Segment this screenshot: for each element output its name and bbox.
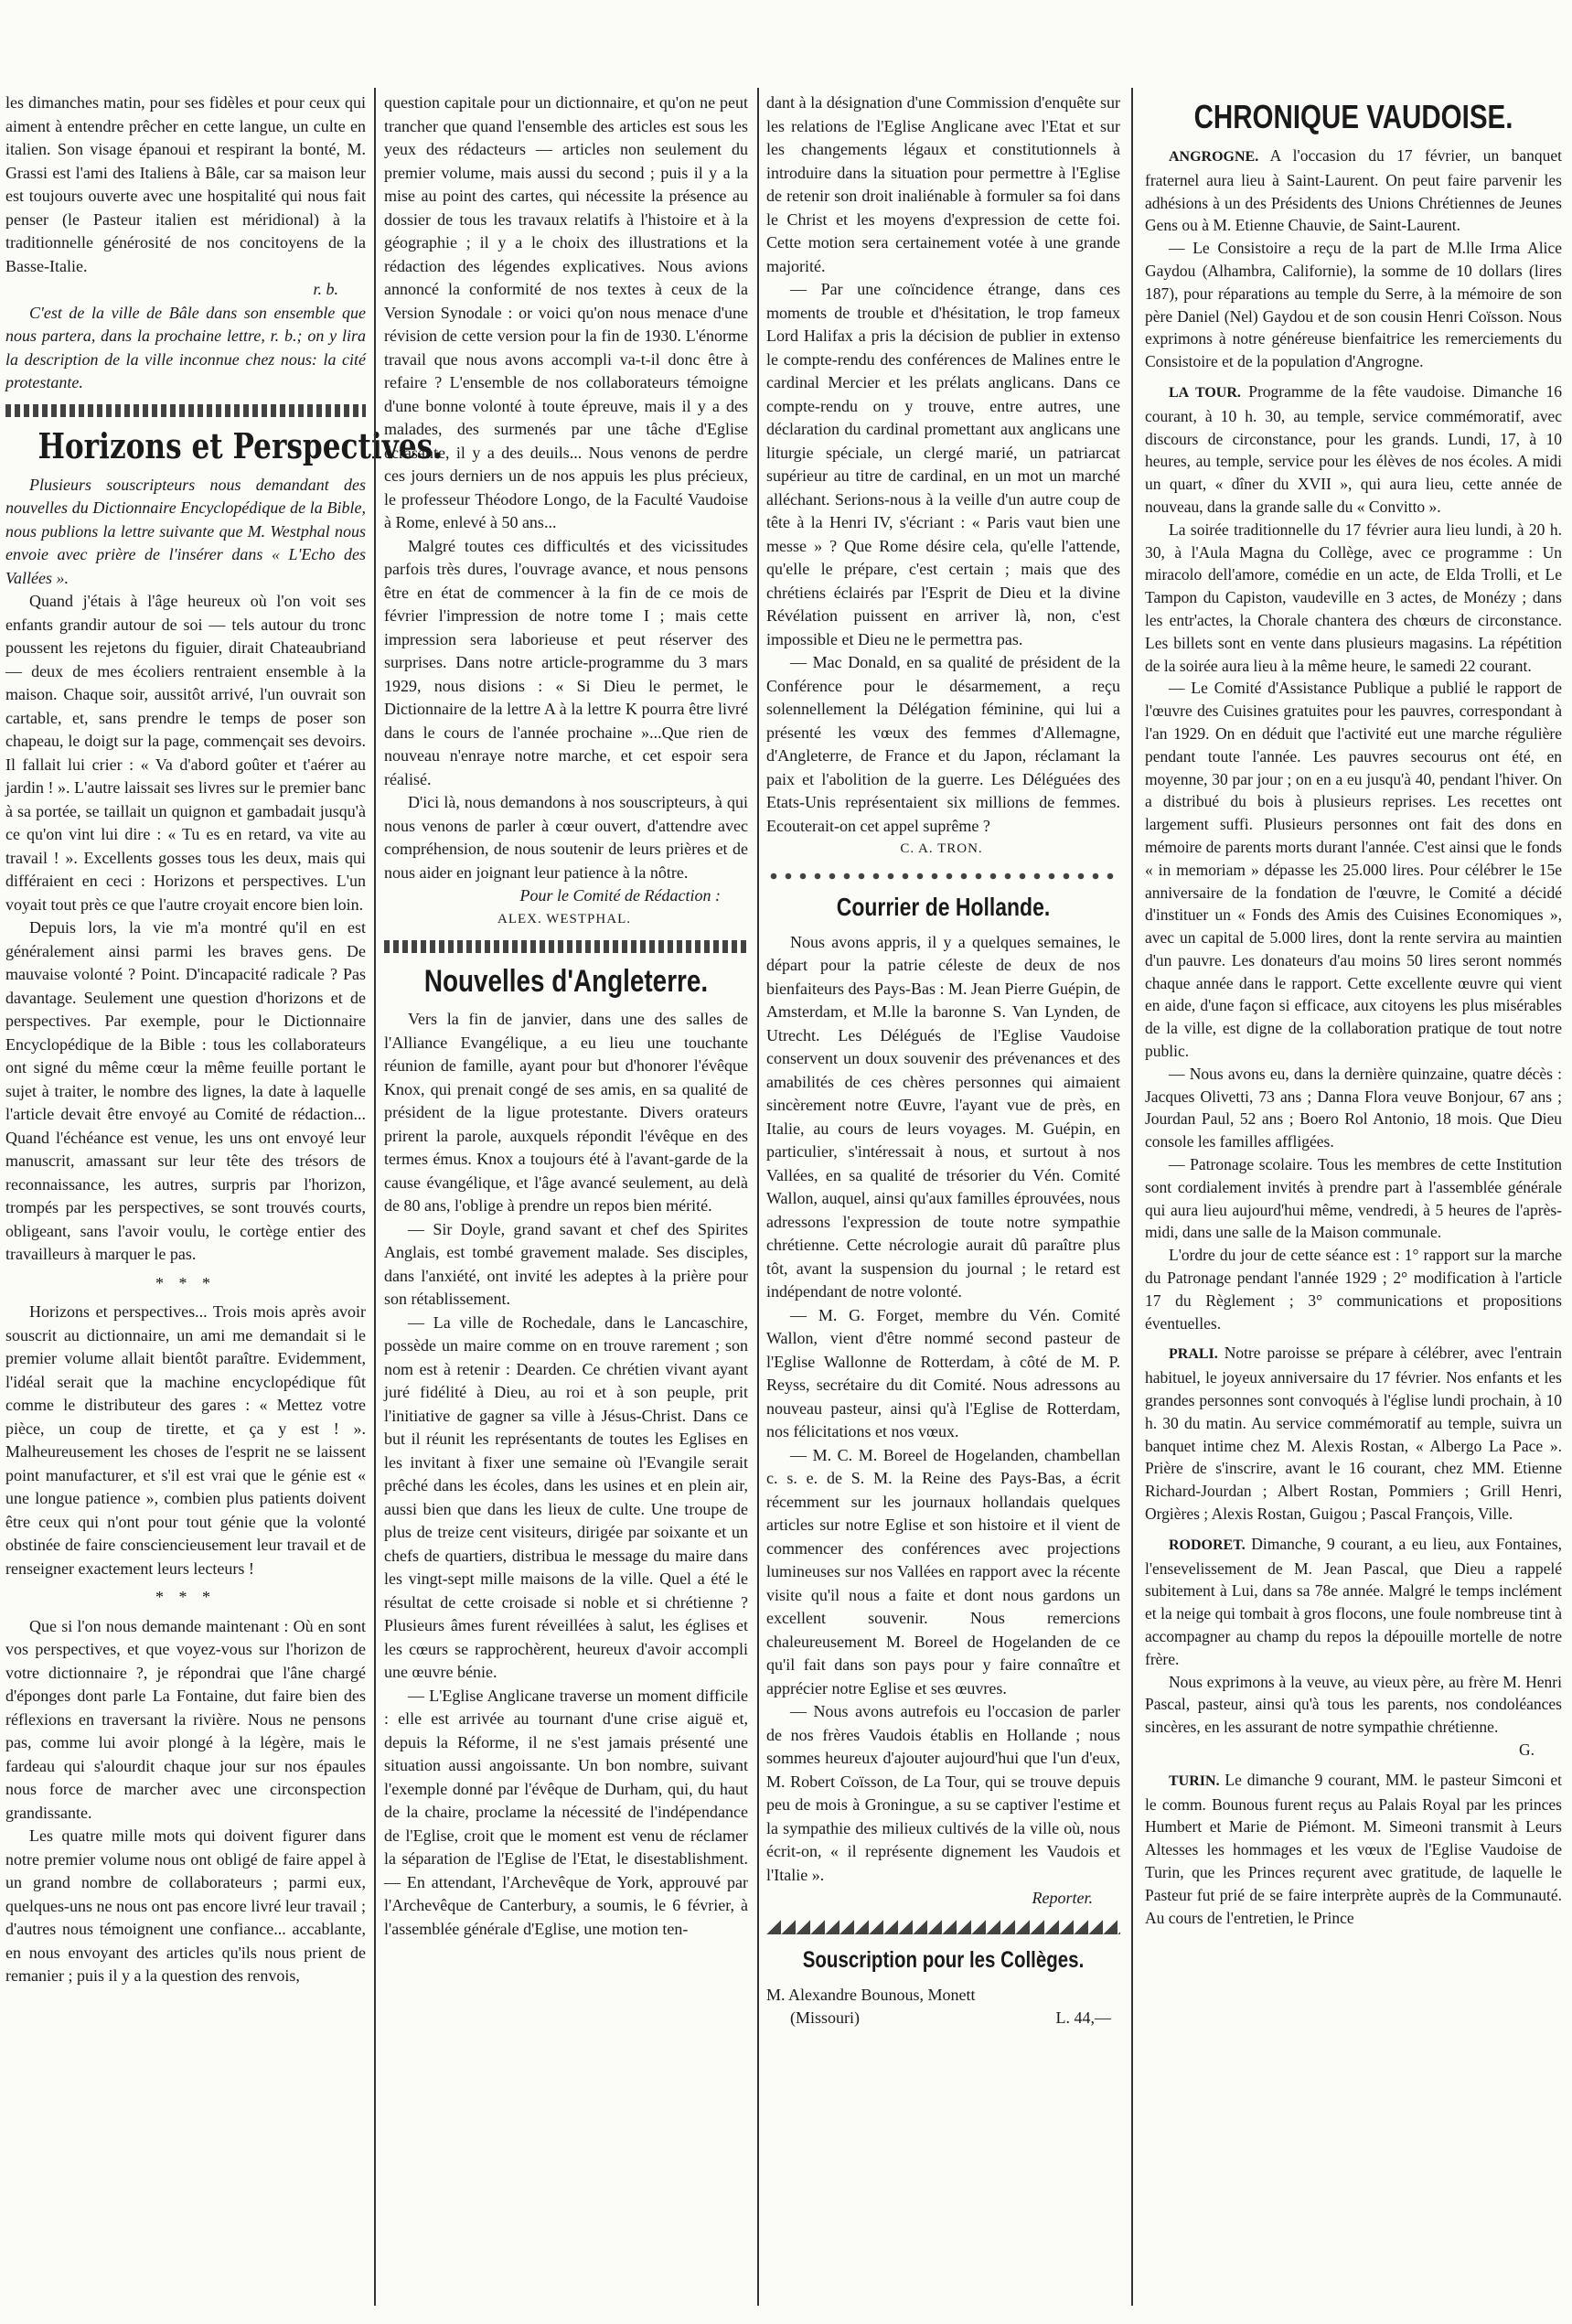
paragraph: D'ici là, nous demandons à nos souscripteurs, à qui nous venons de parler à cœur ouvert, d'attendre avec compréhension, de nous soutenir de leurs prières et de nous aider en joignant leur patience à la nôtre. <box>384 793 748 882</box>
paragraph: les dimanches matin, pour ses fidèles et pour ceux qui aiment à entendre prêcher en cette langue, un culte en italien. Son visage épanoui et respirant la bonté, M. Grassi est l'ami des Italiens à Bâle, car sa maison leur est toujours ouverte avec une hospitalité qui nous fait penser (le Pasteur italien est méridional) à la traditionnelle générosité de nos concitoyens de la Basse-Italie. <box>5 93 366 275</box>
paragraph: — L'Eglise Anglicane traverse un moment difficile : elle est arrivée au tournant d'une crise aiguë et, depuis la Réforme, il ne s'est jamais présenté une situation aussi angoissante. Un bon nombre, suivant l'exemple donné par l'évêque de Durham, qui, du haut de la chaire, proclame la nécessité de l'indépendance de l'Eglise, croit que le moment est venu de réclamer la séparation de l'Eglise de l'Etat, le disestablishment. — En attendant, l'Archevêque de York, approuvé par l'Archevêque de Canterbury, a soumis, le 6 février, à l'assemblée générale d'Eglise, une motion ten- <box>384 1686 748 1938</box>
paragraph: La soirée traditionnelle du 17 février aura lieu lundi, à 20 h. 30, à l'Aula Magna du Collège, avec ce programme : Un miracolo dell'amore, comédie en un acte, de Elda Trolli, et Le Tampon du Capiston, vaudeville en 3 actes, de Monézy ; dans les entr'actes, la Chorale chantera des chœurs de circonstance. Les billets sont en vente dans plusieurs magasins. La répétition de la soirée aura lieu à la même heure, le samedi 22 courant. <box>1145 519 1562 675</box>
signature: Reporter. <box>1032 1889 1093 1907</box>
column-4 <box>1145 91 1562 2306</box>
news-text: Notre paroisse se prépare à célébrer, avec l'entrain habituel, le joyeux anniversaire du 17 février. Nos enfants et les grandes personnes sont convoqués à l'église lundi prochain, à 10 h. 30 du matin. Au service commémoratif au temple, suivra un banquet intime chez M. Alexis Rostan, « Albergo La Pace ». Prière de s'inscrire, avant le 16 courant, chez MM. Etienne Richard-Jourdan ; Albert Rostan, Pommiers ; Grill Henri, Orgières ; Alexis Rostan, Guigou ; Pascal François, Ville. <box>1145 1344 1562 1524</box>
paragraph: — Patronage scolaire. Tous les membres de cette Institution sont cordialement invités à prendre part à l'assemblée générale qui aura lieu aujourd'hui même, vendredi, à 5 heures de l'après-midi, dans une salle de la Maison communale. <box>1145 1155 1562 1242</box>
ornament-divider <box>766 871 1120 882</box>
subscription-row <box>766 2007 1120 2030</box>
paragraph: — Mac Donald, en sa qualité de président de la Conférence pour le désarmement, a reçu solennellement la Délégation féminine, qui lui a présenté les vœux des femmes d'Allemagne, d'Angleterre, de France et du Japon, réclamant la paix et l'abolition de la guerre. Les Déléguées des Etats-Unis représentaient six millions de femmes. Ecouterait-on cet appel suprême ? <box>766 653 1120 835</box>
paragraph: Nous avons appris, il y a quelques semaines, le départ pour la patrie céleste de deux de nos bienfaiteurs des Pays-Bas : M. Jean Pierre Guépin, de Amsterdam, et M.lle la baronne S. Van Lynden, de Utrecht. Les Délégués de l'Eglise Vaudoise conservent un doux souvenir des prévenances et des amabilités de ces chères personnes qui aimaient sincèrement notre Œuvre, l'ayant vue de près, en Italie, au cours de leurs voyages. M. Guépin, en particulier, s'intéressait à nous, et surtout à nos Vallées, en sa qualité de trésorier du Vén. Comité Wallon, auquel, ainsi qu'aux familles éprouvées, nous adressons l'expression de toute notre sympathie chrétienne. Cette nécrologie aurait dû paraître plus tôt, avant la suspension du journal ; le retard est indépendant de notre volonté. <box>766 932 1120 1301</box>
ornament-divider <box>384 940 748 953</box>
article-intro: Plusieurs souscripteurs nous demandant des nouvelles du Dictionnaire Encyclopédique de la Bible, nous publions la lettre suivante que M. Westphal nous envoie avec prière de l'insérer dans « L'Echo des Vallées ». <box>5 475 366 587</box>
paragraph: — M. C. M. Boreel de Hogelanden, chambellan c. s. e. de S. M. la Reine des Pays-Bas, a écrit récemment sur les journaux hollandais quelques articles sur notre Eglise et son histoire et il vient de commencer des conférences avec projections lumineuses sur nos Vallées en rapport avec la récente visite qu'il nous a faite et dont nous gardons un excellent souvenir. Nous remercions chaleureusement M. Boreel de Hogelanden de ce qu'il fait dans son pays pour y faire connaître et apprécier notre Eglise et ses œuvres. <box>766 1445 1120 1697</box>
paragraph: Quand j'étais à l'âge heureux où l'on voit ses enfants grandir autour de soi — tels autour du tronc poussent les rejetons du figuier, dirait Chateaubriand — deux de mes écoliers rentraient ensemble à la maison. Chaque soir, aussitôt arrivé, l'un ouvrait son cartable, et, sans prendre le temps de poser son chapeau, le doigt sur la page, commençait ses devoirs. Il fallait lui crier : « Va d'abord goûter et t'aérer au jardin ! ». L'autre laissait ses livres sur le premier banc à sa portée, se taillait un quignon et gambadait jusqu'à ce qu'on vint lui dire : « Tu es en retard, va vite au travail ! ». Excellents gosses tous les deux, mais qui différaient en ceci : Horizons et perspectives. L'un voyait tout près ce que l'autre croyait encore bien loin. <box>5 592 366 914</box>
column-rule <box>374 88 376 2306</box>
paragraph: Depuis lors, la vie m'a montré qu'il en est généralement ainsi parmi les braves gens. De mauvaise volonté ? Point. D'incapacité radicale ? Pas davantage. Seulement une question d'horizons et de perspectives. Par exemple, pour le Dictionnaire Encyclopédique de la Bible : tous les collaborateurs ont signé du même cœur la même feuille portant le sujet à traiter, le nombre des lignes, la date à laquelle l'article devait être envoyé au Comité de rédaction... Quand l'échéance est venue, les uns ont envoyé leur manuscrit, amassant sur leur tête des trésors de reconnaissance, les autres, surpris par l'horizon, trompés par les perspectives, se sont trouvés courts, obligeant, sans l'avoir voulu, le cortège entier des travailleurs à marquer le pas. <box>5 918 366 1263</box>
subscription-place: (Missouri) <box>790 2008 860 2027</box>
place-label: PRALI. <box>1169 1346 1218 1363</box>
paragraph: dant à la désignation d'une Commission d'enquête sur les relations de l'Eglise Anglicane avec l'Etat et sur les changements légaux et constitutionnels à introduire dans la situation pour permettre à l'Eglise de retenir son droit inaliénable à formuler sa foi dans le Christ et les moyens d'expression de cette foi. Cette motion sera certainement votée à une grande majorité. <box>766 93 1120 275</box>
news-text: Programme de la fête vaudoise. Dimanche 16 courant, à 10 h. 30, au temple, service commémoratif, avec discours de circonstance, pour les grands. Lundi, 17, à 10 heures, au temple, service pour les élèves de nos écoles. A midi un quart, « dîner du XVII », qui aura lieu, cette année de nouveau, dans la grande salle du « Convitto ». <box>1145 381 1563 516</box>
paragraph: — Sir Doyle, grand savant et chef des Spirites Anglais, est tombé gravement malade. Ses disciples, dans l'anxiété, ont invité les adeptes à la prière pour son rétablissement. <box>384 1219 748 1308</box>
paragraph: L'ordre du jour de cette séance est : 1° rapport sur la marche du Patronage pendant l'année 1929 ; 2° modification à l'article 17 du Règlement ; 3° communications et propositions éventuelles. <box>1145 1246 1562 1333</box>
column-rule <box>757 88 759 2306</box>
paragraph: Malgré toutes ces difficultés et des vicissitudes parfois très dures, l'ouvrage avance, et nous pensons être en état de commencer à la fin de ce mois de février l'impression de notre tome I ; mais cette impression sera laborieuse et peut réserver des surprises. Dans notre article-programme du 3 mars 1929, nous disions : « Si Dieu le permet, le Dictionnaire de la lettre A à la lettre K pourra être livré dans le cours de l'année prochaine »...Que rien de nouveau n'enraye notre marche, et cet espoir sera réalisé. <box>384 536 748 788</box>
paragraph: — M. G. Forget, membre du Vén. Comité Wallon, vient d'être nommé second pasteur de l'Eglise Wallonne de Rotterdam, à côté de M. P. Reyss, secrétaire du dit Comité. Nous adressons au nouveau pasteur, ainsi qu'à l'Eglise de Rotterdam, nos félicitations et nos vœux. <box>766 1305 1120 1440</box>
place-label: ANGROGNE. <box>1169 149 1259 165</box>
signature: r. b. <box>313 280 338 298</box>
column-3 <box>766 91 1120 2306</box>
section-stars: * * * <box>155 1588 216 1606</box>
subscription-amount: L. 44,— <box>1055 2008 1111 2027</box>
article-heading: Horizons et Perspectives. <box>37 424 444 466</box>
paragraph: Que si l'on nous demande maintenant : Où en sont vos perspectives, et que voyez-vous sur l'horizon de votre dictionnaire ?, je répondrai que l'âne chargé d'éponges dont parle La Fontaine, dut faire bien des réflexions en traversant la rivière. Nous ne pensons pas, comme lui avoir plongé à la légère, mais le fardeau qui s'alourdit chaque jour sur nos épaules nous force de marcher avec une circonspection grandissante. <box>5 1616 366 1822</box>
column-1 <box>5 91 444 2306</box>
paragraph: — Le Consistoire a reçu de la part de M.lle Irma Alice Gaydou (Alhambra, Californie), la somme de 10 dollars (lires 187), pour réparations au temple du Serre, à la mémoire de son père Daniel (Nel) Gaydou et de son cousin Henri Coïsson. Nous exprimons à notre généreuse bienfaitrice les remerciements du Consistoire et de la population d'Angrogne. <box>1145 239 1562 371</box>
signature-name: C. A. TRON. <box>900 841 983 856</box>
editor-note: C'est de la ville de Bâle dans son ensemble que nous partera, dans la prochaine lettre, r. b.; on y lira la description de la ville inconnue chez nous: la cité protestante. <box>5 303 366 391</box>
signature-line: Pour le Comité de Rédaction : <box>519 886 721 905</box>
news-text: A l'occasion du 17 février, un banquet fraternel aura lieu à Saint-Laurent. On peut faire parvenir les adhésions à un des Présidents des Unions Chrétiennes de Jeunes Gens ou à M. Etienne Chauvie, de Saint-Laurent. <box>1145 146 1562 235</box>
column-rule <box>1131 88 1133 2306</box>
ornament-divider <box>5 404 366 417</box>
section-stars: * * * <box>155 1273 216 1292</box>
paragraph: — Nous avons eu, dans la dernière quinzaine, quatre décès : Jacques Olivetti, 73 ans ; Danna Flora veuve Bonjour, 67 ans ; Jourdan Paul, 52 ans ; Boero Rol Antonio, 18 mois. Que Dieu console les familles affligées. <box>1145 1064 1562 1151</box>
place-label: TURIN. <box>1169 1772 1220 1789</box>
paragraph: Les quatre mille mots qui doivent figurer dans notre premier volume nous ont obligé de faire appel à un grand nombre de collaborateurs ; parmi eux, quelques-uns ne nous ont pas encore livré leur travail ; d'autres nous témoignent une confiance... accablante, en nous envoyant des articles qu'ils nous prient de remanier ; puis il y a la question des renvois, <box>5 1826 366 1985</box>
paragraph: question capitale pour un dictionnaire, et qu'on ne peut trancher que quand l'ensemble des articles est sous les yeux des rédacteurs — articles non seulement du premier volume, mais aussi du second ; puis il y a la mise au point des cartes, qui nécessite la présence au dossier de tous les travaux relatifs à l'histoire et à la géographie ; il y a le choix des illustrations et la rédaction des légendes explicatives. Nous avions annoncé la conformité de nos textes à ceux de la Version Synodale : or voici qu'on nous menace d'une révision de cette version pour la fin de 1930. L'énorme travail que nous avons accompli va-t-il donc être à refaire ? L'ensemble de nos collaborateurs témoigne d'une bonne volonté à toute épreuve, mais il y a des malades, des surmenés par une tâche d'Eglise écrasante, il y a des deuils... Nous venons de perdre ces jours derniers un de nos appuis les plus précieux, le professeur Théodore Longo, de la Faculté Vaudoise à Rome, enlevé à 50 ans... <box>384 93 748 531</box>
news-text: Dimanche, 9 courant, a eu lieu, aux Fontaines, l'ensevelissement de M. Jean Pascal, que Dieu a rappelé subitement à Lui, dans sa 78e année. Malgré le temps inclément et la neige qui tombait à gros flocons, une foule nombreuse tint à accompagner au champ du repos la dépouille mortelle de notre frère. <box>1145 1534 1563 1668</box>
place-label: RODORET. <box>1169 1537 1246 1553</box>
article-heading: Souscription pour les Collèges. <box>802 1946 1085 1973</box>
column-2 <box>384 91 748 2306</box>
paragraph: Vers la fin de janvier, dans une des salles de l'Alliance Evangélique, a eu lieu une touchante réunion de famille, ayant pour but d'honorer l'évêque Knox, qui prenait congé de ses amis, en sa qualité de président de la ligue protestante. Divers orateurs prirent la parole, auxquels répondit l'évêque en des termes émus. Knox a toujours été à l'avant-garde de la cause évangélique, et l'âge avancé seulement, au delà de 80 ans, l'oblige à prendre un repos bien mérité. <box>384 1010 748 1215</box>
signature: G. <box>1518 1740 1535 1759</box>
place-label: LA TOUR. <box>1169 384 1241 401</box>
paragraph: — La ville de Rochedale, dans le Lancaschire, possède un maire comme on en trouve rarement ; son nom est à retenir : Dearden. Ce chrétien vivant ayant juré fidélité à Dieu, au roi et à son peuple, prit l'initiative de gagner sa ville à Jésus-Christ. Dans ce but il réunit les représentants de toutes les Eglises en les invitant à fixer une semaine où l'Evangile serait prêché dans les écoles, dans les usines et en plein air, aussi bien que dans les lieux de culte. Une troupe de plus de treize cent visiteurs, dirigée par soixante et un chefs de quartiers, distribua le message du maire dans les vingt-sept mille maisons de la ville. Quel a été le résultat de cette croisade si noble et si chrétienne ? Plusieurs âmes furent réveillées à salut, les églises et les cœurs se rapprochèrent, heureux d'avoir accompli une œuvre bénie. <box>384 1312 748 1681</box>
news-text: Le dimanche 9 courant, MM. le pasteur Simconi et le comm. Bounous furent reçus au Palais Royal par les princes Humbert et Marie de Piémont. M. Simeoni transmit à Leurs Altesses les hommages et les vœux de l'Eglise Vaudoise de Turin, que les Princes reçurent avec gratitude, de laquelle le Pasteur fut prié de se faire interprète auprès de la Communauté. Au cours de l'entretien, le Prince <box>1145 1770 1562 1927</box>
paragraph: Nous exprimons à la veuve, au vieux père, au frère M. Henri Pascal, pasteur, ainsi qu'à tous les parents, nos condoléances sincères, en les assurant de notre sympathie chrétienne. <box>1145 1672 1562 1737</box>
paragraph: Horizons et perspectives... Trois mois après avoir souscrit au dictionnaire, un ami me demandait si le premier volume allait bientôt paraître. Evidemment, l'idéal serait que la machine encyclopédique fût comme le distributeur des gares : « Mettez votre pièce, un coup de tirette, et ça y est ! ». Malheureusement les choses de l'esprit ne se laissent point manufacturer, et s'il est vrai que le génie est « une longue patience », combien plus patients doivent être ceux qui n'ont pour tout génie que la volonté obstinée de faire consciencieusement leur travail et de renseigner exactement leurs lecteurs ! <box>5 1302 366 1578</box>
signature-name: ALEX. WESTPHAL. <box>497 911 631 926</box>
ornament-divider <box>766 1920 1120 1934</box>
paragraph: — Le Comité d'Assistance Publique a publié le rapport de l'œuvre des Cuisines gratuites pour les pauvres, correspondant à l'an 1929. On en déduit que l'activité eut une marche régulière pendant toute l'année. Les pauvres secourus ont été, en moyenne, 30 par jour ; on en a eu jusqu'à 40, pendant l'hiver. On a distribué du bois à plusieurs reprises. Les recettes ont largement suffi. Plusieurs personnes ont fait des dons en mémoire de parents morts durant l'année. C'est ainsi que le fonds « in memoriam » dépasse les 25.000 lires. Pour célébrer le 15e anniversaire de la fondation de l'œuvre, le Comité a décidé d'instituer un « Fonds des Amis des Cuisines Economiques », avec un capital de 5.000 lires, dont la rente servira au maintien d'un pauvre. Les donateurs d'au moins 50 lires seront nommés chaque année dans le rapport. Cette excellente œuvre qui vient en aide, d'une façon si efficace, aux citoyens les plus misérables de la ville, est digne de la collaboration pratique de tout notre public. <box>1145 679 1562 1061</box>
section-heading: CHRONIQUE VAUDOISE. <box>1193 98 1513 135</box>
article-heading: Courrier de Hollande. <box>836 892 1051 921</box>
article-heading: Nouvelles d'Angleterre. <box>423 964 709 999</box>
paragraph: — Nous avons autrefois eu l'occasion de parler de nos frères Vaudois établis en Hollande ; nous sommes heureux d'ajouter aujourd'hui que l'un d'eux, M. Robert Coïsson, de La Tour, qui se trouve depuis peu de mois à Groningue, a su se captiver l'estime et la sympathie des milieux cultivés de la ville où, nous écrit-on, « il représente dignement les Vaudois et l'Italie ». <box>766 1702 1120 1884</box>
paragraph: — Par une coïncidence étrange, dans ces moments de trouble et d'hésitation, le trop fameux Lord Halifax a pris la décision de publier in extenso le compte-rendu des conférences de Malines entre le cardinal Mercier et les prélats anglicans. Dans ce compte-rendu on y trouve, entre autres, une déclaration du cardinal promettant aux anglicans une liturgie spéciale, un clergé marié, un patriarcat supérieur au titre de cardinal, en un mot un marché alléchant. Serions-nous à la veille d'un autre coup de tête à la Henri IV, s'écriant : « Paris vaut bien une messe » ? Que Rome désire cela, qu'elle l'attende, qu'elle le prépare, c'est certain ; mais que des chrétiens éclairés par l'Esprit de Dieu et la divine Révélation puissent en arriver là, non, c'est impossible et Dieu ne le permettra pas. <box>766 280 1120 648</box>
subscription-name: M. Alexandre Bounous, Monett <box>766 1985 976 2004</box>
